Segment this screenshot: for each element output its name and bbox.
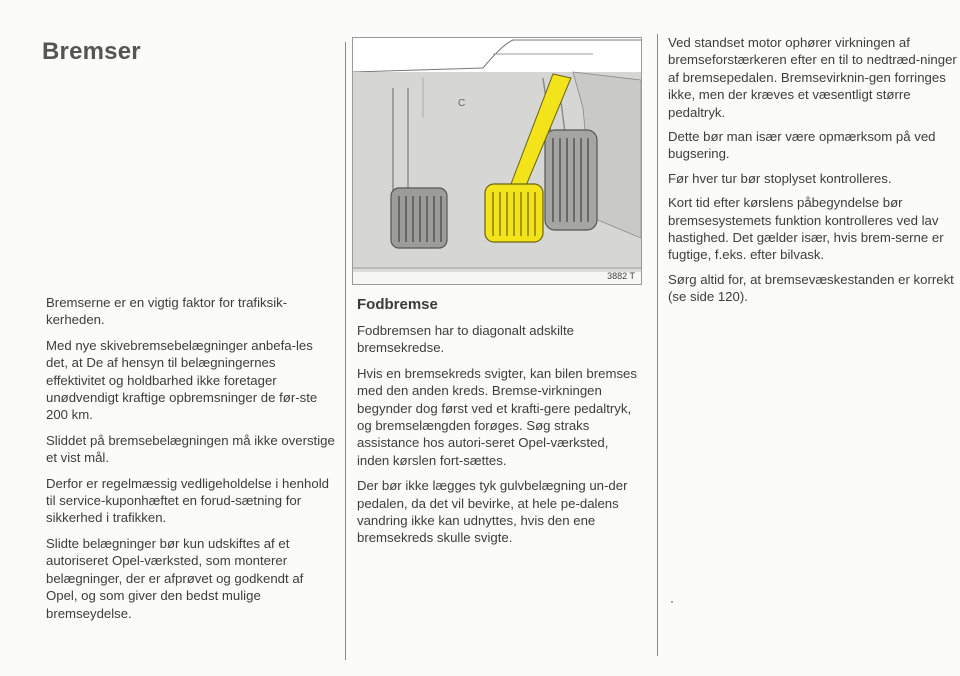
- paragraph: Sliddet på bremsebelægningen må ikke overstige et vist mål.: [46, 432, 335, 466]
- middle-column: [357, 296, 642, 555]
- clutch-pedal: [391, 188, 447, 248]
- column-divider-left: [345, 42, 346, 660]
- column-divider-right: [657, 34, 658, 656]
- page-dot: [671, 601, 673, 603]
- pedal-illustration: [353, 38, 641, 284]
- paragraph: Fodbremsen har to diagonalt adskilte bremsekredse.: [357, 323, 574, 356]
- paragraph: Bremserne er en vigtig faktor for trafiksik-kerheden.: [46, 295, 288, 328]
- left-column: [46, 294, 336, 630]
- paragraph: Der bør ikke lægges tyk gulvbelægning un-der pedalen, da det vil bevirke, at hele pe-dalens vandring ikke kan udnyttes, hvis den ene bremsekreds skulle svigte.: [357, 478, 628, 546]
- paragraph: Slidte belægninger bør kun udskiftes af et autoriseret Opel-værksted, som monterer belægninger, der er afprøvet og godkendt af Opel, og som giver den bedst mulige bremseydelse.: [46, 535, 304, 621]
- paragraph: Før hver tur bør stoplyset kontrolleres.: [668, 170, 892, 186]
- paragraph: Sørg altid for, at bremsevæskestanden er korrekt (se side 120).: [668, 271, 954, 305]
- paragraph: Med nye skivebremsebelægninger anbefa-les det, at De af hensyn til belægningernes effektivitet og holdbarhed ikke foretager unødvendigt kraftige opbremsninger de før-ste 200 km.: [46, 337, 318, 423]
- section-heading: Fodbremse: [357, 296, 438, 313]
- accelerator-pedal: [545, 130, 597, 230]
- dashboard-area: [353, 38, 641, 72]
- paragraph: Hvis en bremsekreds svigter, kan bilen bremses med den anden kreds. Bremse-virkningen begynder dog først ved et krafti-gere pedaltryk, og bremselængden forøges. Søg straks assistance hos autori-seret Opel-værksted, inden kørslen fort-sættes.: [357, 365, 637, 468]
- paragraph: Derfor er regelmæssig vedligeholdelse i henhold til service-kuponhæftet en forud-sætning for sikkerhed i trafikken.: [46, 475, 329, 526]
- paragraph: Kort tid efter kørslens påbegyndelse bør bremsesystemets funktion kontrolleres ved lav hastighed. Det gælder især, hvis brem-serne er fugtige, f.eks. efter bilvask.: [668, 195, 944, 263]
- right-column: [668, 34, 958, 313]
- page-title: Bremser: [42, 38, 141, 65]
- paragraph: Dette bør man især være opmærksom på ved bugsering.: [668, 129, 936, 162]
- paragraph: Ved standset motor ophører virkningen af bremseforstærkeren efter en til to nedtræd-ninger af bremsepedalen. Bremsevirknin-gen forringes ikke, men der kræves et væsentligt større pedaltryk.: [668, 35, 957, 120]
- figure-label: C: [458, 98, 466, 109]
- figure-number: 3882 T: [607, 271, 635, 281]
- pedal-figure: [352, 37, 642, 285]
